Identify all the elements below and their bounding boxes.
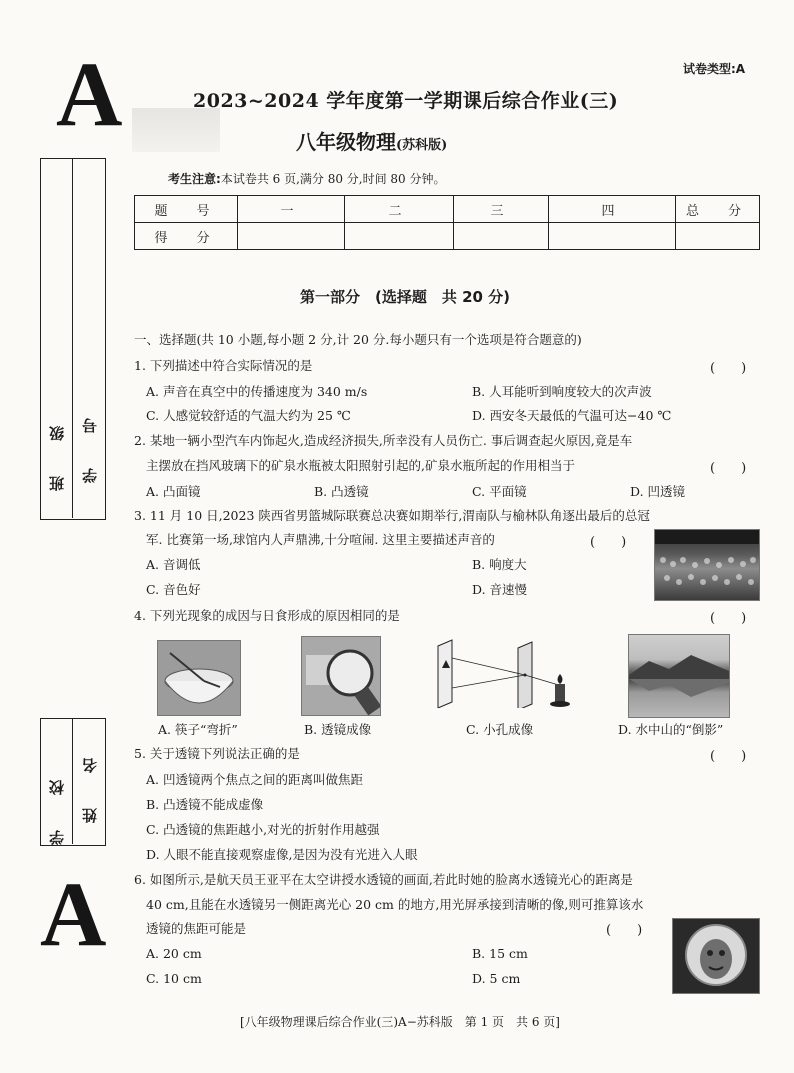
- question-1-option-c: C. 人感觉较舒适的气温大约为 25 ℃: [146, 408, 351, 423]
- question-4-option-a: A. 筷子“弯折”: [158, 722, 238, 737]
- score-header-cell: 四: [549, 196, 676, 223]
- question-2-option-c: C. 平面镜: [472, 484, 527, 499]
- question-4-option-c: C. 小孔成像: [466, 722, 534, 737]
- mountain-icon: [629, 635, 729, 717]
- question-1-option-d: D. 西安冬天最低的气温可达−40 ℃: [472, 408, 672, 423]
- answer-blank[interactable]: ( ): [710, 749, 747, 764]
- part-one-title: 第一部分 (选择题 共 20 分): [300, 288, 511, 306]
- question-2-option-a: A. 凸面镜: [146, 484, 201, 499]
- question-1-option-b: B. 人耳能听到响度较大的次声波: [472, 384, 652, 399]
- basketball-arena-photo: [654, 529, 760, 601]
- question-6-option-b: B. 15 cm: [472, 946, 528, 961]
- answer-blank[interactable]: ( ): [590, 535, 627, 550]
- mountain-reflection-photo: [628, 634, 730, 718]
- question-3-option-b: B. 响度大: [472, 557, 527, 572]
- water-lens-astronaut-photo: [672, 918, 760, 994]
- page-subtitle: [296, 126, 447, 155]
- pinhole-imaging-diagram: [432, 638, 582, 708]
- page-footer: [八年级物理课后综合作业(三)A−苏科版 第 1 页 共 6 页]: [240, 1015, 560, 1029]
- school-label: 学 校: [48, 770, 66, 845]
- paper-type: 试卷类型:A: [683, 62, 746, 76]
- student-number-label: 学 号: [81, 408, 99, 483]
- question-4-option-d: D. 水中山的“倒影”: [618, 722, 724, 737]
- question-6-option-c: C. 10 cm: [146, 971, 202, 986]
- question-5-option-b: B. 凸透镜不能成虚像: [146, 797, 264, 812]
- question-4-stem: 4. 下列光现象的成因与日食形成的原因相同的是: [134, 608, 400, 623]
- score-header-cell: 题 号: [135, 196, 238, 223]
- bleed-car-image: [132, 108, 220, 152]
- question-5-option-d: D. 人眼不能直接观察虚像,是因为没有光进入人眼: [146, 847, 418, 862]
- notice-label: 考生注意:: [168, 172, 221, 186]
- question-5-stem: 5. 关于透镜下列说法正确的是: [134, 746, 300, 761]
- score-blank-cell[interactable]: [676, 223, 760, 250]
- question-6-stem-line-3: 透镜的焦距可能是: [146, 921, 247, 936]
- score-table-header-row: [135, 196, 760, 223]
- pinhole-camera-icon: [432, 638, 582, 708]
- answer-blank[interactable]: ( ): [606, 923, 643, 938]
- question-6-stem-line-1: 6. 如图所示,是航天员王亚平在太空讲授水透镜的画面,若此时她的脸离水透镜光心的距离是: [134, 872, 633, 887]
- question-6-option-d: D. 5 cm: [472, 971, 521, 986]
- page-title: 2023~2024 学年度第一学期课后综合作业(三): [193, 90, 619, 112]
- score-table-score-row: [135, 223, 760, 250]
- crowd-icon: [655, 530, 759, 600]
- notice-text: 本试卷共 6 页,满分 80 分,时间 80 分钟。: [220, 172, 446, 186]
- question-3-stem-line-1: 3. 11 月 10 日,2023 陕西省男篮城际联赛总决赛如期举行,渭南队与榆林队角逐出最后的总冠: [134, 508, 650, 523]
- score-blank-cell[interactable]: [454, 223, 549, 250]
- class-label: 班 级: [48, 416, 66, 491]
- side-divider: [72, 718, 73, 844]
- score-table: [134, 195, 760, 250]
- score-header-cell: 一: [238, 196, 345, 223]
- subject-name: 八年级物理: [296, 130, 396, 154]
- question-3-option-d: D. 音速慢: [472, 582, 528, 597]
- question-4-option-b: B. 透镜成像: [304, 722, 372, 737]
- question-6-stem-line-2: 40 cm,且能在水透镜另一侧距离光心 20 cm 的地方,用光屏承接到清晰的像,则可推算该水: [146, 897, 644, 912]
- question-3-option-a: A. 音调低: [146, 557, 201, 572]
- score-blank-cell[interactable]: [549, 223, 676, 250]
- question-2-option-b: B. 凸透镜: [314, 484, 369, 499]
- side-divider: [72, 158, 73, 518]
- answer-blank[interactable]: ( ): [710, 611, 747, 626]
- edition-name: (苏科版): [396, 138, 448, 153]
- question-1-option-a: A. 声音在真空中的传播速度为 340 m/s: [146, 384, 368, 399]
- question-2-option-d: D. 凹透镜: [630, 484, 686, 499]
- question-2-stem-line-2: 主摆放在挡风玻璃下的矿泉水瓶被太阳照射引起的,矿泉水瓶所起的作用相当于: [146, 458, 575, 473]
- magnifying-glass-icon: [302, 637, 380, 715]
- score-row-label: 得 分: [135, 223, 238, 250]
- score-blank-cell[interactable]: [345, 223, 454, 250]
- chopsticks-in-bowl-photo: [157, 640, 241, 716]
- section-instructions: 一、选择题(共 10 小题,每小题 2 分,计 20 分.每小题只有一个选项是符合题意的): [134, 332, 582, 347]
- exam-notice: [168, 170, 446, 187]
- score-header-cell: 三: [454, 196, 549, 223]
- bowl-icon: [158, 641, 240, 715]
- answer-blank[interactable]: ( ): [710, 361, 747, 376]
- paper-letter-top: A: [56, 43, 123, 145]
- score-header-cell: 总 分: [676, 196, 760, 223]
- magnifier-lens-photo: [301, 636, 381, 716]
- name-label: 姓 名: [81, 748, 99, 823]
- score-blank-cell[interactable]: [238, 223, 345, 250]
- paper-letter-bottom: A: [40, 863, 107, 965]
- question-5-option-c: C. 凸透镜的焦距越小,对光的折射作用越强: [146, 822, 380, 837]
- question-6-option-a: A. 20 cm: [146, 946, 202, 961]
- question-3-stem-line-2: 军. 比赛第一场,球馆内人声鼎沸,十分喧闹. 这里主要描述声音的: [146, 532, 495, 547]
- question-5-option-a: A. 凹透镜两个焦点之间的距离叫做焦距: [146, 772, 363, 787]
- question-3-option-c: C. 音色好: [146, 582, 201, 597]
- question-1-stem: 1. 下列描述中符合实际情况的是: [134, 358, 313, 373]
- question-2-stem-line-1: 2. 某地一辆小型汽车内饰起火,造成经济损失,所幸没有人员伤亡. 事后调查起火原因,竟是车: [134, 433, 633, 448]
- answer-blank[interactable]: ( ): [710, 461, 747, 476]
- water-lens-icon: [673, 919, 759, 993]
- score-header-cell: 二: [345, 196, 454, 223]
